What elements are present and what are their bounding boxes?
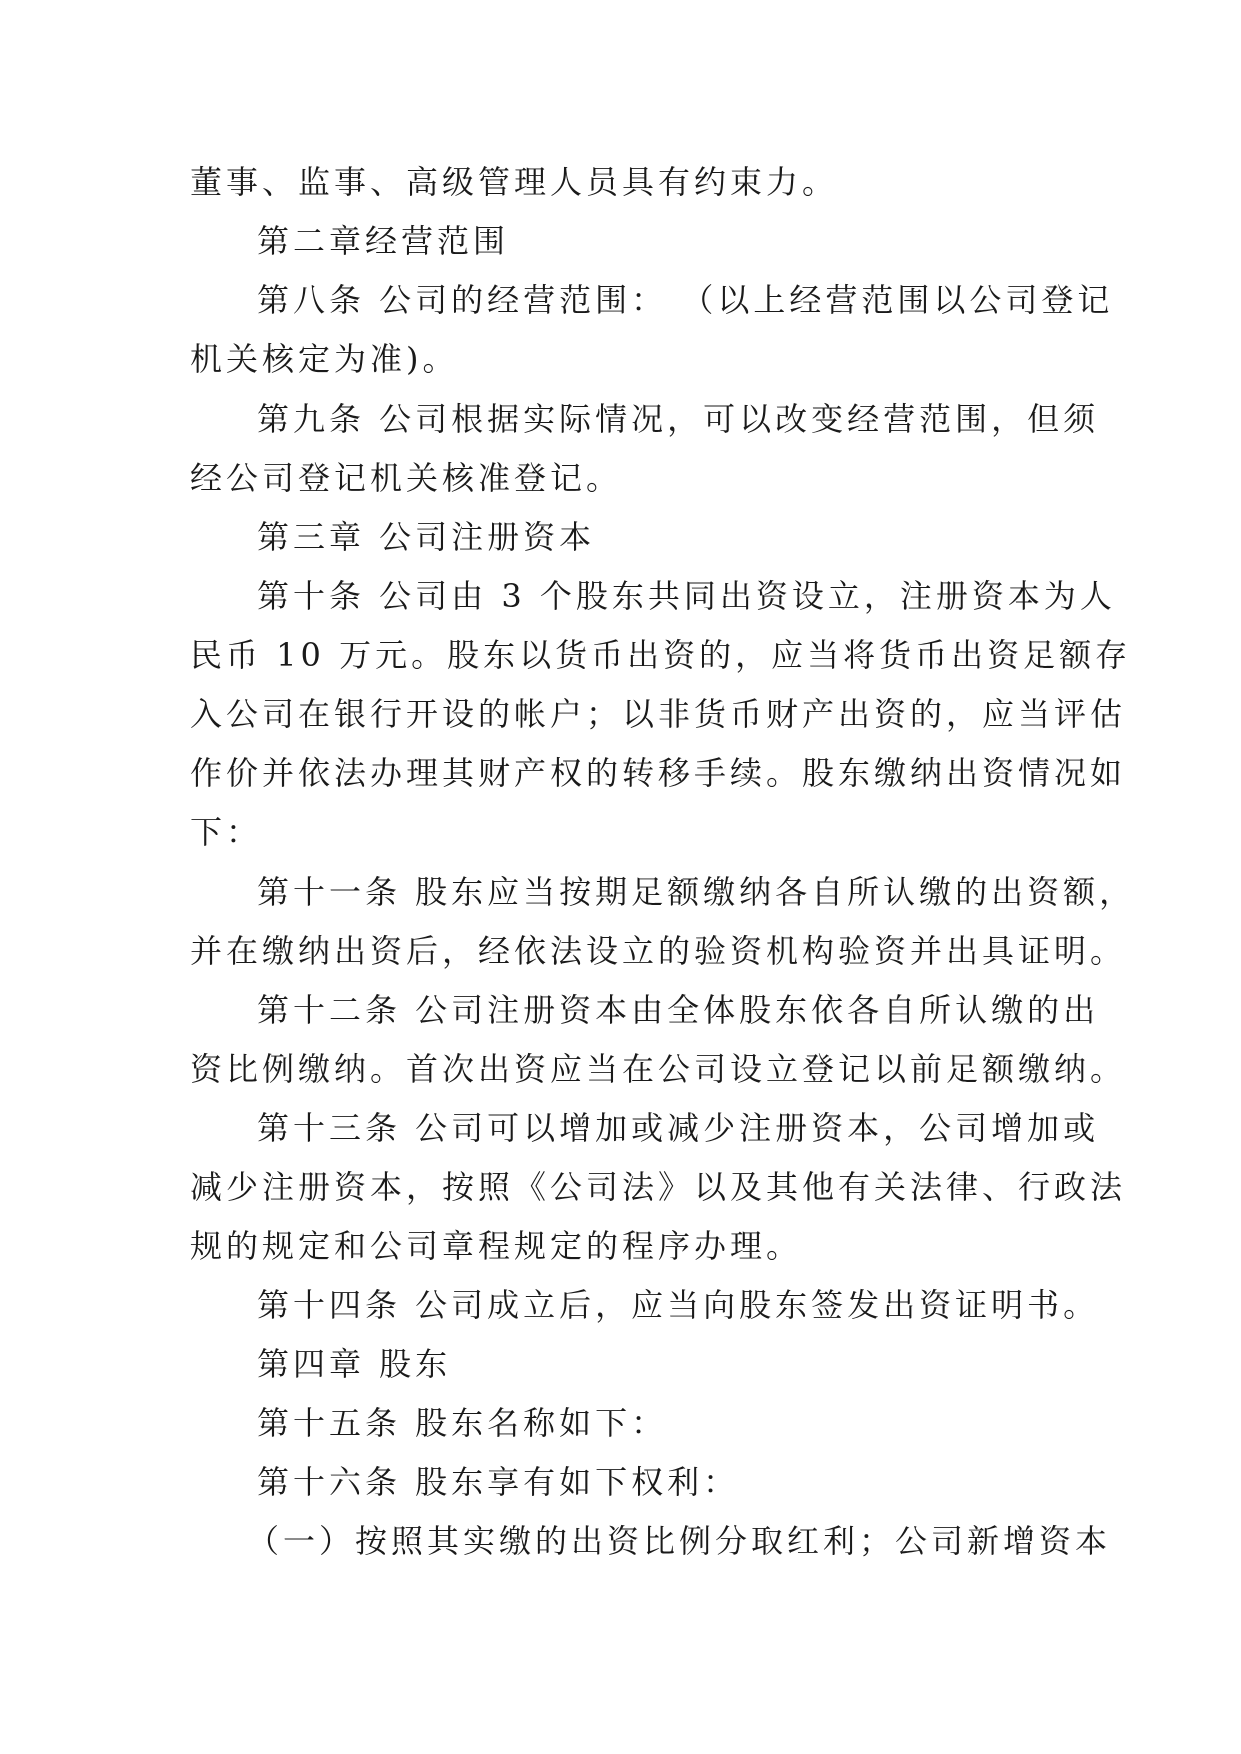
- article-line: 第十四条 公司成立后，应当向股东签发出资证明书。: [257, 1286, 1100, 1324]
- text-line: 规的规定和公司章程规定的程序办理。: [190, 1227, 803, 1265]
- article-line: 第十条 公司由 3 个股东共同出资设立，注册资本为人: [257, 577, 1116, 615]
- article-line: 第十六条 股东享有如下权利：: [257, 1463, 740, 1501]
- article-line: 第九条 公司根据实际情况，可以改变经营范围，但须: [257, 400, 1100, 438]
- chapter-heading: 第二章经营范围: [257, 222, 510, 260]
- text-line: 资比例缴纳。首次出资应当在公司设立登记以前足额缴纳。: [190, 1050, 1127, 1088]
- text-line: 并在缴纳出资后，经依法设立的验资机构验资并出具证明。: [190, 932, 1127, 970]
- text-line: 入公司在银行开设的帐户；以非货币财产出资的，应当评估: [190, 695, 1127, 733]
- chapter-heading: 第三章 公司注册资本: [257, 518, 596, 556]
- article-line: 第十五条 股东名称如下：: [257, 1404, 668, 1442]
- article-line: 第十三条 公司可以增加或减少注册资本，公司增加或: [257, 1109, 1100, 1147]
- text-line: 减少注册资本，按照《公司法》以及其他有关法律、行政法: [190, 1168, 1127, 1206]
- article-line: 第十二条 公司注册资本由全体股东依各自所认缴的出: [257, 991, 1100, 1029]
- text-line: 作价并依法办理其财产权的转移手续。股东缴纳出资情况如: [190, 754, 1127, 792]
- text-line: 民币 10 万元。股东以货币出资的，应当将货币出资足额存: [190, 636, 1132, 674]
- article-line: 第八条 公司的经营范围： （以上经营范围以公司登记: [257, 281, 1114, 319]
- text-line: 机关核定为准)。: [190, 340, 459, 378]
- text-line: 下：: [190, 813, 263, 851]
- text-line: 董事、监事、高级管理人员具有约束力。: [190, 163, 839, 201]
- text-line: 经公司登记机关核准登记。: [190, 459, 623, 497]
- chapter-heading: 第四章 股东: [257, 1345, 452, 1383]
- article-line: 第十一条 股东应当按期足额缴纳各自所认缴的出资额，: [257, 873, 1136, 911]
- list-item-line: （一）按照其实缴的出资比例分取红利；公司新增资本: [247, 1522, 1112, 1560]
